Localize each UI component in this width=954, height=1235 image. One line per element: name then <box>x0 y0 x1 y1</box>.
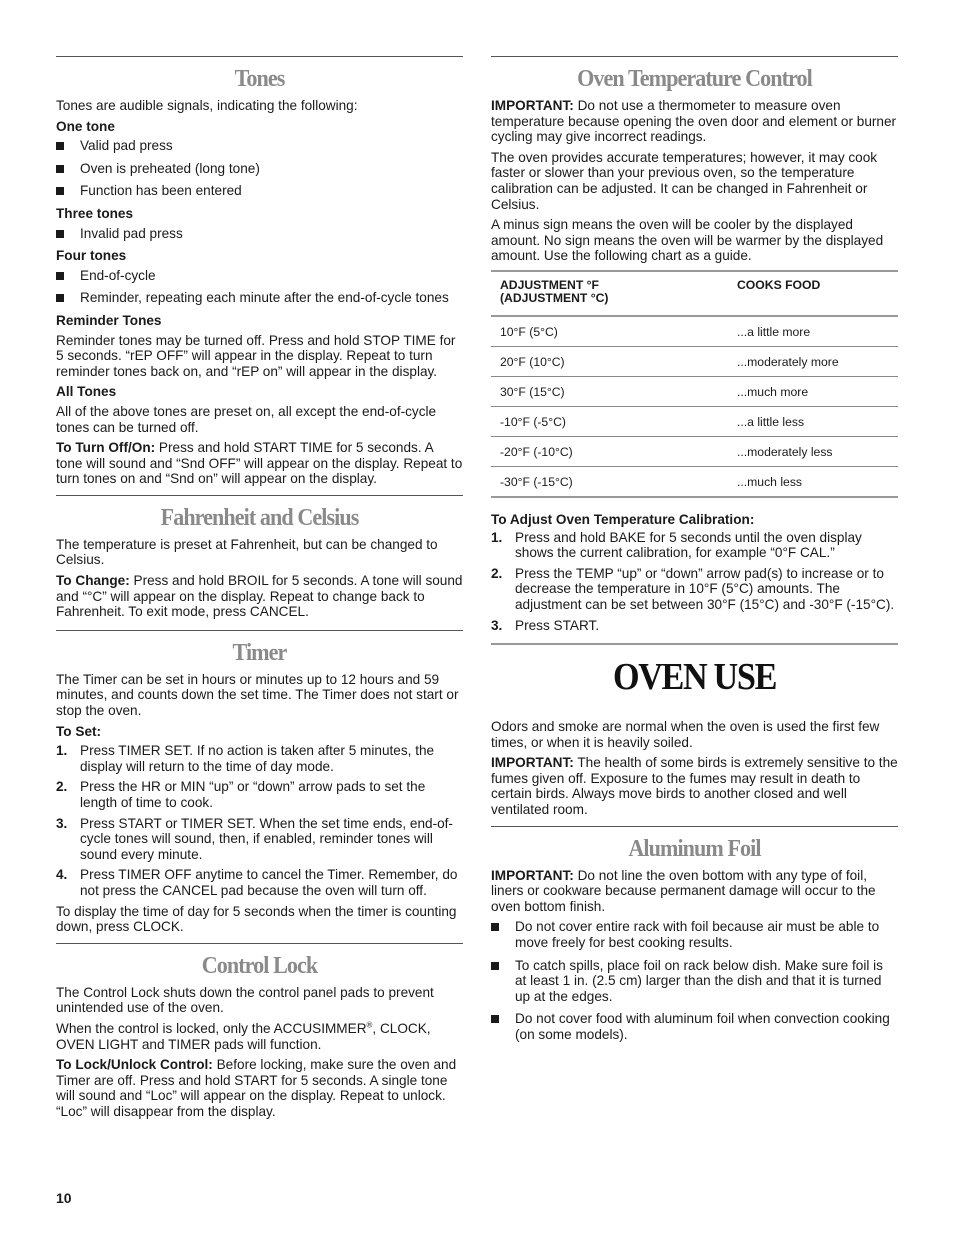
calibration-table <box>491 270 898 498</box>
table-row: -30°F (-15°C) ...much less <box>491 466 898 497</box>
list-item: Do not cover food with aluminum foil when convection cooking (on some models). <box>491 1011 898 1042</box>
section-divider <box>56 56 463 57</box>
control-lock-p1: The Control Lock shuts down the control panel pads to prevent unintended use of the oven. <box>56 984 434 1016</box>
timer-intro: The Timer can be set in hours or minutes up to 12 hours and 59 minutes, and counts down the set time. The Timer does not start or stop the oven. <box>56 671 459 719</box>
oven-use-important: IMPORTANT: The health of some birds is extremely sensitive to the fumes given off. Exposure to the fumes may result in death to certain birds. Always move birds to another closed and well ventilated room. <box>491 755 898 818</box>
list-item: End-of-cycle <box>56 268 463 284</box>
bullet-square-icon <box>491 1015 499 1023</box>
control-lock-heading: Control Lock <box>201 952 318 979</box>
foil-important: IMPORTANT: Do not line the oven bottom with any type of foil, liners or cookware because permanent damage will occur to the oven bottom finish. <box>491 867 876 914</box>
list-item: 3. Press START or TIMER SET. When the set time ends, end-of-cycle tones will sound, then, if enabled, reminder tones will sound every minute. <box>56 815 453 862</box>
four-tones-label: Four tones <box>56 248 127 264</box>
timer-to-set-label: To Set: <box>56 723 102 739</box>
list-item: Do not cover entire rack with foil because air must be able to move freely for best cooking results. <box>491 919 898 950</box>
all-tones-label: All Tones <box>56 384 117 400</box>
list-item: To catch spills, place foil on rack below dish. Make sure foil is at least 1 in. (2.5 cm) larger than the dish and that it is turned up at the edges. <box>491 958 898 1005</box>
bullet-square-icon <box>56 187 64 195</box>
list-item: Oven is preheated (long tone) <box>56 161 463 177</box>
table-header-row <box>491 271 898 316</box>
list-item: 2. Press the TEMP “up” or “down” arrow pad(s) to increase or to decrease the temperature in 10°F (5°C) amounts. The adjustment can be set between 30°F (15°C) and -30°F (-15°C). <box>491 565 895 612</box>
oven-temp-p2: The oven provides accurate temperatures; however, it may cook faster or slower than your previous oven, so the temperature calibration can be adjusted. It can be changed in Fahrenheit or Celsius. <box>491 149 878 212</box>
bullet-square-icon <box>491 923 499 931</box>
section-divider <box>56 630 463 631</box>
tones-heading: Tones <box>234 66 285 92</box>
section-divider <box>491 643 898 645</box>
oven-temp-heading: Oven Temperature Control <box>577 66 812 92</box>
bullet-square-icon <box>491 962 499 970</box>
table-row: 20°F (10°C) ...moderately more <box>491 346 898 376</box>
bullet-square-icon <box>56 230 64 238</box>
table-header-cooks-food: COOKS FOOD <box>737 277 821 292</box>
oven-use-p1: Odors and smoke are normal when the oven is used the first few times, or when it is heavily soiled. <box>491 719 880 750</box>
bullet-square-icon <box>56 165 64 173</box>
oven-use-title: OVEN USE <box>612 656 777 699</box>
bullet-square-icon <box>56 272 64 280</box>
one-tone-label: One tone <box>56 118 115 134</box>
one-tone-list <box>56 138 463 199</box>
fahrenheit-intro: The temperature is preset at Fahrenheit, but can be changed to Celsius. <box>56 536 438 568</box>
bullet-square-icon <box>56 142 64 150</box>
aluminum-foil-heading: Aluminum Foil <box>628 835 761 862</box>
adjust-calibration-label: To Adjust Oven Temperature Calibration: <box>491 511 755 527</box>
left-column <box>56 56 463 1125</box>
turn-off-paragraph: To Turn Off/On: Press and hold START TIME for 5 seconds. A tone will sound and “Snd OFF” will appear on the display. Repeat to turn tones on and “Snd on” will appear on the display. <box>56 440 463 487</box>
section-divider <box>491 826 898 827</box>
tones-intro: Tones are audible signals, indicating the following: <box>56 98 358 113</box>
three-tones-label: Three tones <box>56 205 134 221</box>
timer-steps <box>56 743 463 898</box>
table-header-adjustment: ADJUSTMENT °F (ADJUSTMENT °C) <box>500 277 609 306</box>
table-row: -20°F (-10°C) ...moderately less <box>491 436 898 466</box>
fahrenheit-heading: Fahrenheit and Celsius <box>160 504 359 531</box>
oven-temp-p3: A minus sign means the oven will be cooler by the displayed amount. No sign means the oven will be warmer by the displayed amount. Use the following chart as a guide. <box>491 217 884 264</box>
three-tones-list <box>56 226 463 242</box>
list-item: Valid pad press <box>56 138 463 154</box>
list-item: 1. Press TIMER SET. If no action is taken after 5 minutes, the display will return to the time of day mode. <box>56 743 435 774</box>
table-row: 30°F (15°C) ...much more <box>491 376 898 406</box>
list-item: 2. Press the HR or MIN “up” or “down” arrow pads to set the length of time to cook. <box>56 779 426 810</box>
list-item: 1. Press and hold BAKE for 5 seconds until the oven display shows the current calibration, for example “0°F CAL.” <box>491 529 862 561</box>
list-item: Invalid pad press <box>56 226 463 242</box>
section-divider <box>56 943 463 944</box>
control-lock-p2: When the control is locked, only the ACCUSIMMER®, CLOCK, OVEN LIGHT and TIMER pads will function. <box>56 1020 431 1052</box>
section-divider <box>56 495 463 496</box>
timer-outro: To display the time of day for 5 seconds when the timer is counting down, press CLOCK. <box>56 903 457 935</box>
reminder-tones-label: Reminder Tones <box>56 312 162 328</box>
list-item: Reminder, repeating each minute after the end-of-cycle tones <box>56 290 463 306</box>
table-row: -10°F (-5°C) ...a little less <box>491 406 898 436</box>
section-divider <box>491 56 898 57</box>
control-lock-p3: To Lock/Unlock Control: Before locking, make sure the oven and Timer are off. Press and hold START for 5 seconds. A single tone will sound and “Loc” will appear on the display. Repeat to unlock. “Loc” will disappear from the display. <box>56 1057 457 1119</box>
reminder-tones-text: Reminder tones may be turned off. Press and hold STOP TIME for 5 seconds. “rEP OFF” will appear in the display. Repeat to turn reminder tones back on, and “rEP on” will appear in the display. <box>56 332 456 379</box>
all-tones-text: All of the above tones are preset on, all except the end-of-cycle tones can be turned off. <box>56 403 437 435</box>
four-tones-list <box>56 268 463 306</box>
foil-list <box>491 919 898 1042</box>
timer-heading: Timer <box>232 639 287 666</box>
oven-temp-important: IMPORTANT: Do not use a thermometer to measure oven temperature because opening the oven door and element or burner cycling may give incorrect readings. <box>491 98 897 145</box>
list-item: Function has been entered <box>56 183 463 199</box>
list-item: 3. Press START. <box>491 617 600 633</box>
page-number: 10 <box>56 1190 72 1206</box>
list-item: 4. Press TIMER OFF anytime to cancel the Timer. Remember, do not press the CANCEL pad because the oven will turn off. <box>56 867 458 898</box>
table-row: 10°F (5°C) ...a little more <box>491 316 898 347</box>
right-column <box>491 56 898 1050</box>
bullet-square-icon <box>56 294 64 302</box>
calibration-steps <box>491 530 898 634</box>
fahrenheit-change: To Change: Press and hold BROIL for 5 seconds. A tone will sound and “°C” will appear on the display. Repeat to change back to Fahrenheit. To exit mode, press CANCEL. <box>56 573 463 620</box>
